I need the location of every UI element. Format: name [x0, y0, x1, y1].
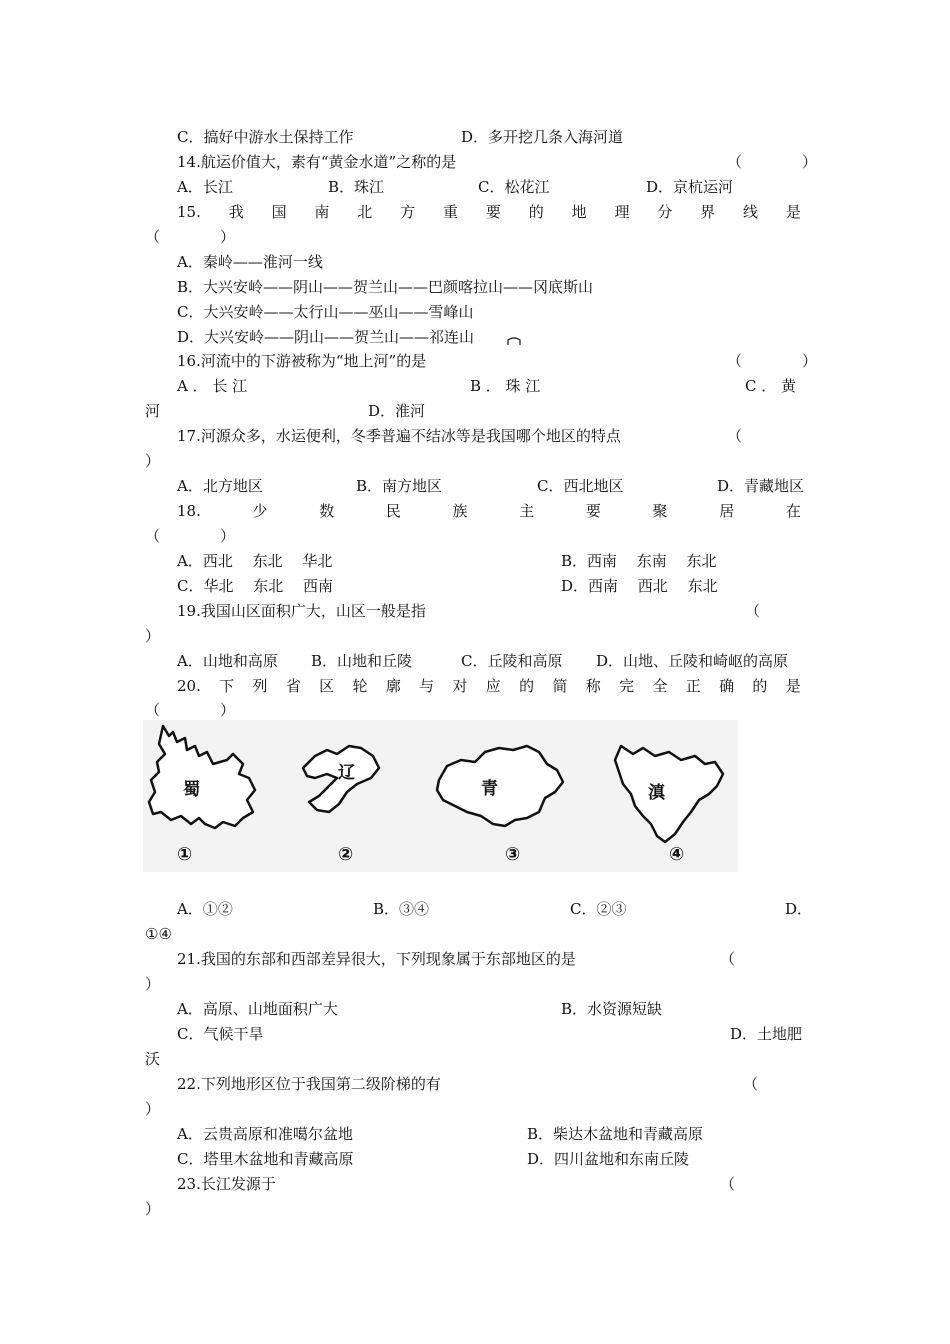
- q17-stem: 17.河源众多，水运便利，冬季普遍不结冰等是我国哪个地区的特点: [177, 427, 621, 445]
- q22-option-a: A．云贵高原和准噶尔盆地: [177, 1125, 353, 1143]
- province-outline-1: [149, 726, 255, 828]
- q20-option-a: A．①②: [177, 900, 233, 918]
- q21-option-d-cont: 沃: [145, 1050, 161, 1068]
- q20-stem: 20. 下 列 省 区 轮 廓 与 对 应 的 简 称 完 全 正 确 的 是: [177, 677, 801, 695]
- q14-option-d: D．京杭运河: [646, 178, 734, 196]
- q20-answer-paren: （ ）: [145, 701, 236, 719]
- map-label-3: 青: [481, 779, 498, 799]
- q16-option-a: A ． 长 江: [177, 377, 248, 395]
- q19-stem: 19.我国山区面积广大，山区一般是指: [177, 602, 426, 620]
- q21-stem: 21.我国的东部和西部差异很大，下列现象属于东部地区的是: [177, 950, 576, 968]
- q19-paren-close: ）: [145, 627, 161, 645]
- province-outline-4: [615, 746, 723, 842]
- q19-option-d: D．山地、丘陵和崎岖的高原: [596, 652, 789, 670]
- q21-option-a: A．高原、山地面积广大: [177, 1000, 338, 1018]
- q17-option-c: C．西北地区: [537, 477, 624, 495]
- q18-answer-paren: （ ）: [145, 527, 236, 545]
- q22-option-c: C．塔里木盆地和青藏高原: [177, 1150, 354, 1168]
- q19-option-a: A．山地和高原: [177, 652, 278, 670]
- q22-option-d: D．四川盆地和东南丘陵: [527, 1150, 690, 1168]
- q15-option-b: B．大兴安岭——阴山——贺兰山——巴颜喀拉山——冈底斯山: [177, 278, 594, 296]
- q21-option-c: C．气候干旱: [177, 1025, 264, 1043]
- q23-paren-close: ）: [145, 1200, 161, 1218]
- map-number-2: ②: [338, 844, 354, 865]
- q18-option-a: A．西北 东北 华北: [177, 552, 333, 570]
- q16-stem: 16.河流中的下游被称为“地上河”的是: [177, 352, 427, 370]
- q17-paren-open: （: [727, 427, 743, 445]
- q15-option-d: D．大兴安岭——阴山——贺兰山——祁连山: [177, 328, 475, 346]
- map-label-2: 辽: [338, 763, 355, 783]
- q20-option-c: C．②③: [570, 900, 627, 918]
- province-outline-3: [437, 746, 563, 826]
- q20-option-d-cont: ①④: [145, 925, 172, 943]
- q17-option-d: D．青藏地区: [717, 477, 805, 495]
- q21-paren-open: （: [720, 950, 736, 968]
- q15-option-a: A．秦岭——淮河一线: [177, 253, 323, 271]
- q22-paren-open: （: [743, 1075, 759, 1093]
- q18-option-c: C．华北 东北 西南: [177, 577, 334, 595]
- q15-option-c: C．大兴安岭——太行山——巫山——雪峰山: [177, 303, 474, 321]
- q22-paren-close: ）: [145, 1100, 161, 1118]
- q18-option-b: B．西南 东南 东北: [561, 552, 717, 570]
- q18-option-d: D．西南 西北 东北: [561, 577, 718, 595]
- q17-paren-close: ）: [145, 452, 161, 470]
- q13-option-c: C．搞好中游水土保持工作: [177, 128, 354, 146]
- q16-option-b: B ． 珠 江: [470, 377, 541, 395]
- q17-option-a: A．北方地区: [177, 477, 263, 495]
- q20-option-b: B．③④: [373, 900, 430, 918]
- map-number-4: ④: [669, 844, 685, 865]
- q13-option-d: D．多开挖几条入海河道: [461, 128, 624, 146]
- q21-option-d: D．土地肥: [730, 1025, 803, 1043]
- q19-option-c: C．丘陵和高原: [461, 652, 563, 670]
- q16-answer-paren: （ ）: [727, 352, 818, 370]
- q14-option-b: B．珠江: [328, 178, 385, 196]
- q22-stem: 22.下列地形区位于我国第二级阶梯的有: [177, 1075, 441, 1093]
- map-label-1: 蜀: [183, 780, 200, 800]
- q19-paren-open: （: [745, 602, 761, 620]
- q14-option-a: A．长江: [177, 178, 233, 196]
- q21-paren-close: ）: [145, 975, 161, 993]
- q14-stem: 14.航运价值大，素有“黄金水道”之称的是: [177, 153, 457, 171]
- q17-option-b: B．南方地区: [356, 477, 443, 495]
- map-label-4: 滇: [648, 783, 665, 803]
- q18-stem: 18. 少 数 民 族 主 要 聚 居 在: [177, 502, 801, 520]
- q23-stem: 23.长江发源于: [177, 1175, 276, 1193]
- stray-mark: [507, 335, 521, 347]
- q14-option-c: C．松花江: [478, 178, 550, 196]
- q16-option-c-cont: 河: [145, 402, 161, 420]
- q15-answer-paren: （ ）: [145, 228, 236, 246]
- q20-option-d: D．: [785, 900, 813, 918]
- q21-option-b: B．水资源短缺: [561, 1000, 663, 1018]
- q14-answer-paren: （ ）: [727, 153, 818, 171]
- q22-option-b: B．柴达木盆地和青藏高原: [527, 1125, 704, 1143]
- q23-paren-open: （: [720, 1175, 736, 1193]
- province-outline-figure: [143, 720, 738, 872]
- map-number-3: ③: [505, 844, 521, 865]
- q15-stem: 15. 我 国 南 北 方 重 要 的 地 理 分 界 线 是: [177, 203, 801, 221]
- map-number-1: ①: [177, 844, 193, 865]
- q16-option-d: D．淮河: [368, 402, 426, 420]
- q16-option-c: C ． 黄: [745, 377, 797, 395]
- q19-option-b: B．山地和丘陵: [311, 652, 413, 670]
